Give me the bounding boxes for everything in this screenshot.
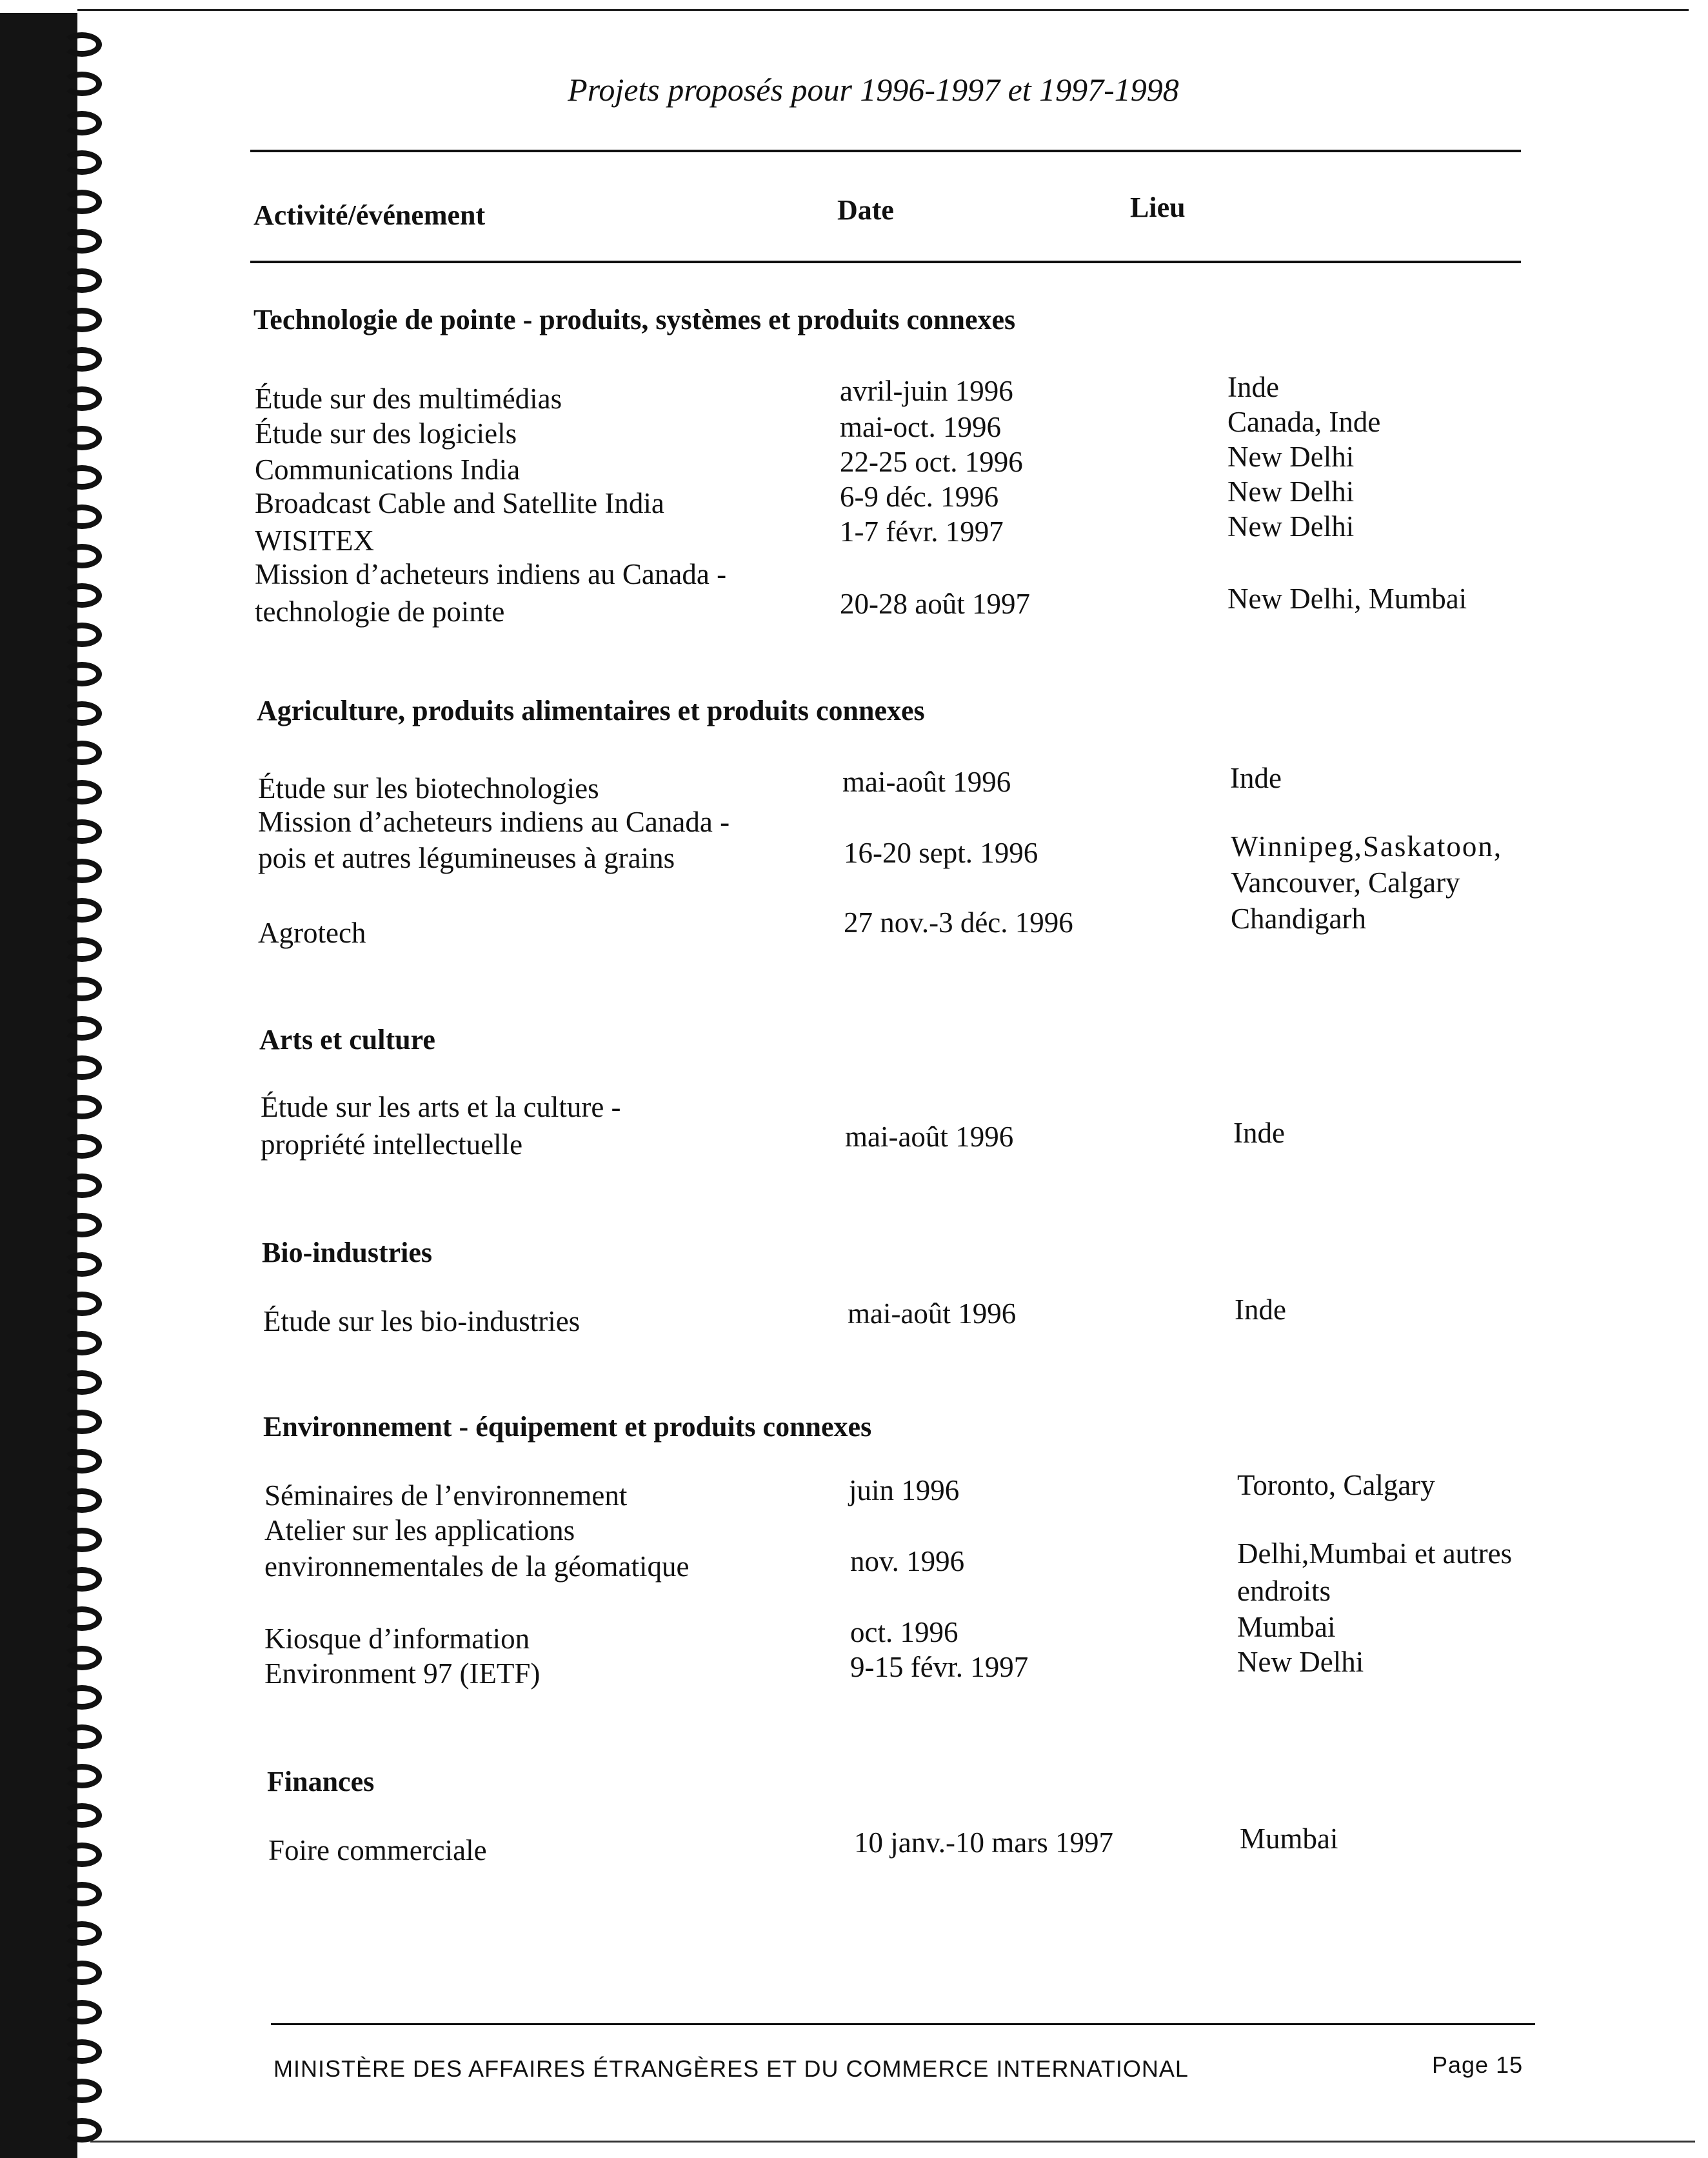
binding-coil	[62, 1685, 102, 1710]
binding-coil	[62, 2039, 102, 2064]
binding-coil	[62, 1016, 102, 1041]
binding-coil	[62, 1606, 102, 1631]
binding-coil	[62, 1292, 102, 1316]
footer-ministry: MINISTÈRE DES AFFAIRES ÉTRANGÈRES ET DU COMMERCE INTERNATIONAL	[273, 2055, 1189, 2082]
activity-cell-continued: pois et autres légumineuses à grains	[258, 842, 675, 874]
section-title: Technologie de pointe - produits, systèmes et produits connexes	[253, 304, 1016, 335]
binding-coil	[62, 1252, 102, 1277]
date-cell: juin 1996	[849, 1474, 960, 1506]
activity-cell: Étude sur des logiciels	[255, 417, 517, 450]
binding-coil	[62, 662, 102, 686]
activity-cell: Agrotech	[258, 917, 366, 949]
binding-coil	[62, 386, 102, 411]
place-cell-continued: endroits	[1237, 1575, 1331, 1607]
binding-coil	[62, 780, 102, 804]
binding-coil	[62, 1843, 102, 1867]
date-cell: oct. 1996	[850, 1616, 958, 1648]
place-cell: New Delhi	[1227, 510, 1355, 543]
binding-coil	[62, 1961, 102, 1985]
scan-edge-bottom	[90, 2141, 1695, 2143]
place-cell: Chandigarh	[1231, 903, 1366, 935]
binding-coil	[62, 1646, 102, 1670]
binding-coil	[62, 977, 102, 1001]
activity-cell: WISITEX	[255, 525, 374, 557]
column-header-date: Date	[837, 194, 894, 226]
binding-coil	[62, 1528, 102, 1552]
place-cell: Inde	[1227, 371, 1279, 403]
binding-coil	[62, 268, 102, 293]
activity-cell: Environment 97 (IETF)	[264, 1657, 541, 1690]
binding-coil	[62, 1370, 102, 1395]
binding-coil	[62, 1410, 102, 1434]
binding-coil	[62, 1449, 102, 1474]
binding-coil	[62, 505, 102, 529]
activity-cell: Étude sur des multimédias	[255, 383, 562, 415]
place-cell: Mumbai	[1240, 1823, 1338, 1855]
activity-cell: Étude sur les bio-industries	[263, 1305, 581, 1337]
date-cell: mai-oct. 1996	[840, 411, 1001, 443]
place-cell: Mumbai	[1237, 1611, 1336, 1643]
binding-coil	[62, 1921, 102, 1946]
binding-coil	[62, 1213, 102, 1237]
date-cell: 20-28 août 1997	[840, 588, 1030, 620]
header-rule-top	[250, 150, 1521, 152]
activity-cell: Étude sur les biotechnologies	[258, 772, 599, 804]
date-cell: 16-20 sept. 1996	[844, 837, 1038, 869]
place-cell: Toronto, Calgary	[1237, 1469, 1435, 1501]
date-cell: mai-août 1996	[848, 1297, 1017, 1330]
activity-cell: Mission d’acheteurs indiens au Canada -	[255, 558, 727, 590]
place-cell: New Delhi	[1227, 441, 1355, 473]
date-cell: 6-9 déc. 1996	[840, 481, 999, 513]
binding-coil	[62, 1882, 102, 1906]
binding-coil	[62, 898, 102, 923]
date-cell: 9-15 févr. 1997	[850, 1651, 1029, 1683]
binding-coil	[62, 1724, 102, 1749]
section-title: Arts et culture	[259, 1024, 435, 1055]
binding-coil	[62, 1055, 102, 1080]
date-cell: 10 janv.-10 mars 1997	[854, 1826, 1114, 1859]
place-cell: Canada, Inde	[1227, 406, 1381, 438]
place-cell: Inde	[1235, 1294, 1286, 1326]
section-title: Agriculture, produits alimentaires et produits connexes	[257, 695, 925, 726]
activity-cell-continued: environnementales de la géomatique	[264, 1550, 690, 1583]
binding-coil	[62, 1803, 102, 1828]
column-header-activity: Activité/événement	[253, 199, 486, 231]
binding-coil	[62, 426, 102, 450]
binding-coil	[62, 623, 102, 647]
date-cell: mai-août 1996	[845, 1121, 1014, 1153]
page-title: Projets proposés pour 1996-1997 et 1997-1998	[568, 72, 1179, 108]
binding-coil	[62, 1331, 102, 1355]
footer-rule	[271, 2023, 1535, 2025]
place-cell: New Delhi, Mumbai	[1227, 583, 1467, 615]
binding-coil	[62, 1488, 102, 1513]
binding-coil	[62, 465, 102, 490]
binding-coil	[62, 859, 102, 883]
binding-coil	[62, 150, 102, 175]
activity-cell: Séminaires de l’environnement	[264, 1479, 628, 1512]
place-cell: Delhi,Mumbai et autres	[1237, 1537, 1513, 1570]
binding-coil	[62, 111, 102, 135]
activity-cell-continued: technologie de pointe	[255, 595, 505, 628]
binding-coil	[62, 819, 102, 844]
activity-cell: Mission d’acheteurs indiens au Canada -	[258, 806, 730, 838]
binding-coil	[62, 544, 102, 568]
section-title: Finances	[267, 1766, 375, 1797]
binding-coil	[62, 1764, 102, 1788]
binding-coil	[62, 701, 102, 726]
binding-coil	[62, 937, 102, 962]
place-cell: New Delhi	[1237, 1646, 1364, 1678]
date-cell: nov. 1996	[850, 1545, 965, 1577]
place-cell: Winnipeg,Saskatoon,	[1231, 830, 1503, 863]
scan-edge-top	[77, 9, 1689, 11]
date-cell: mai-août 1996	[842, 766, 1011, 798]
binding-coil	[62, 1095, 102, 1119]
binding-coil	[62, 1134, 102, 1159]
binding-coil	[62, 741, 102, 765]
activity-cell: Communications India	[255, 454, 521, 486]
activity-cell: Kiosque d’information	[264, 1623, 530, 1655]
binding-coil	[62, 1567, 102, 1592]
header-rule-bottom	[250, 261, 1521, 263]
binding-coil	[62, 1174, 102, 1198]
place-cell-continued: Vancouver, Calgary	[1231, 866, 1460, 899]
binding-coil	[62, 308, 102, 332]
binding-coil	[62, 347, 102, 372]
binding-coil	[62, 2118, 102, 2143]
place-cell: Inde	[1230, 762, 1282, 794]
place-cell: New Delhi	[1227, 475, 1355, 508]
binding-coil	[62, 583, 102, 608]
column-header-place: Lieu	[1130, 192, 1186, 223]
activity-cell: Foire commerciale	[268, 1834, 487, 1866]
binding-coil	[62, 2000, 102, 2024]
date-cell: avril-juin 1996	[840, 375, 1013, 407]
binding-coil	[62, 190, 102, 214]
page-number: Page 15	[1432, 2052, 1524, 2078]
activity-cell: Atelier sur les applications	[264, 1514, 575, 1546]
activity-cell-continued: propriété intellectuelle	[261, 1128, 523, 1161]
activity-cell: Broadcast Cable and Satellite India	[255, 487, 664, 519]
binding-coil	[62, 2079, 102, 2103]
spiral-binding	[0, 13, 77, 2158]
place-cell: Inde	[1233, 1117, 1285, 1149]
section-title: Bio-industries	[262, 1237, 433, 1268]
date-cell: 1-7 févr. 1997	[840, 515, 1004, 548]
binding-coil	[62, 229, 102, 254]
section-title: Environnement - équipement et produits connexes	[263, 1411, 872, 1443]
date-cell: 27 nov.-3 déc. 1996	[844, 906, 1073, 939]
activity-cell: Étude sur les arts et la culture -	[261, 1091, 621, 1123]
date-cell: 22-25 oct. 1996	[840, 446, 1023, 478]
binding-coil	[62, 32, 102, 57]
